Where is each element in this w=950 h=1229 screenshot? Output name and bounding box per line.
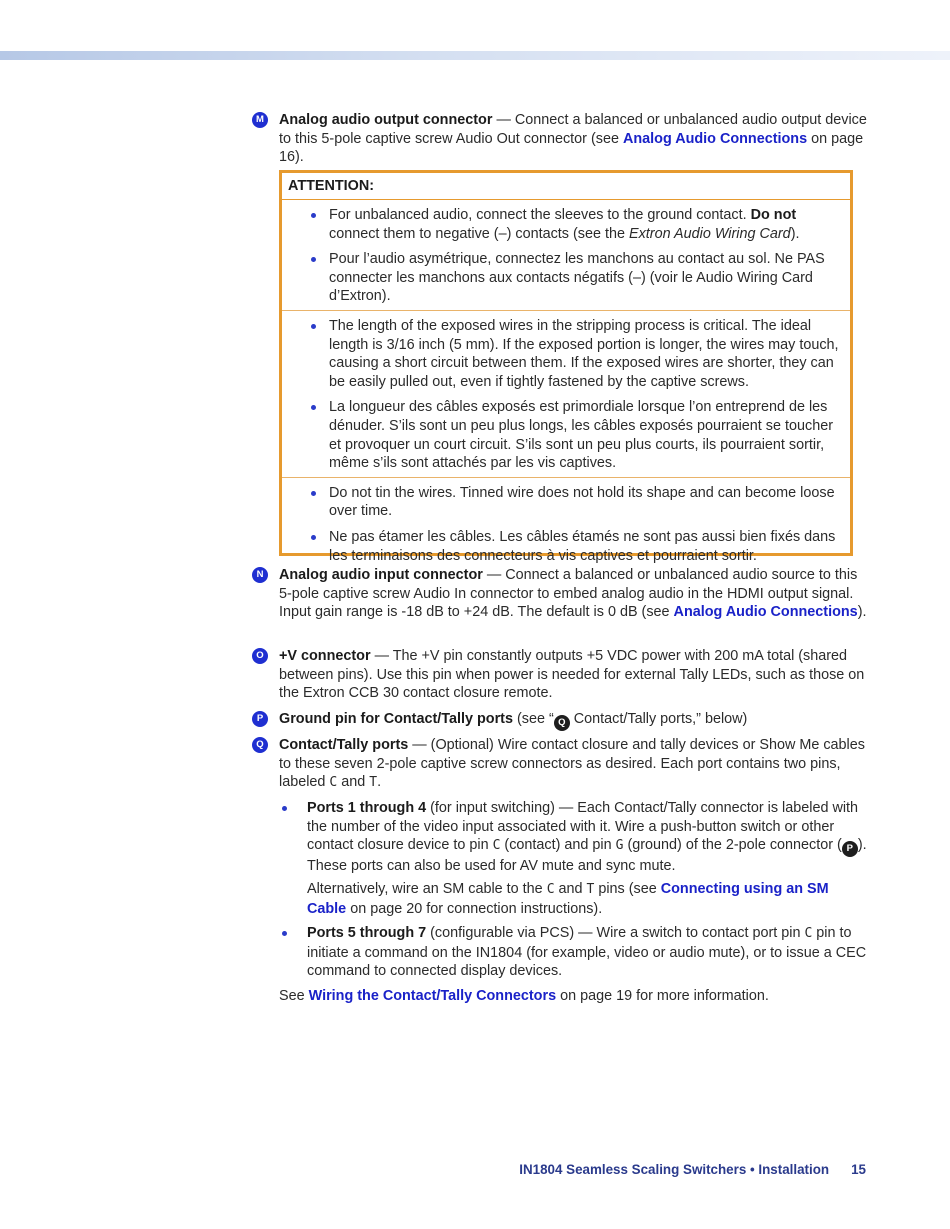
pin-label-c: C (329, 775, 338, 791)
bullet-dot (282, 931, 287, 936)
header-accent-bar (0, 51, 950, 60)
item-contact-tally-ports-text: Contact/Tally ports — (Optional) Wire contact closure and tally devices or Show Me cables to these seven 2-pole captive screw connectors as desired. Each port contains two pins, labeled C and T. (279, 737, 865, 791)
callout-marker-p: P (252, 711, 268, 727)
item-v-connector-text: +V connector — The +V pin constantly outputs +5 VDC power with 200 mA total (shared between pins). Use this pin when power is needed for external Tally LEDs, such as those on the Extron CCB 30 contact closure remote. (279, 648, 865, 702)
attention-bullet: Do not tin the wires. Tinned wire does not hold its shape and can become loose over time. (282, 484, 850, 521)
bullet-dot (311, 324, 316, 329)
footer-title: IN1804 Seamless Scaling Switchers • Installation (519, 1162, 830, 1177)
bullet-dot (311, 405, 316, 410)
ports-alternative-text: Alternatively, wire an SM cable to the C and T pins (see Connecting using an SM Cable on page 20 for connection instructions). (307, 881, 829, 917)
ports-5-7-block (279, 924, 869, 981)
ports-alternative-block (279, 880, 869, 918)
item-analog-audio-input (252, 566, 868, 622)
item-title: Analog audio output connector (279, 112, 493, 128)
item-v-connector (252, 647, 868, 703)
item-title: Contact/Tally ports (279, 737, 409, 753)
attention-group-length (282, 311, 850, 478)
bullet-dot (311, 257, 316, 262)
link-analog-audio-connections[interactable]: Analog Audio Connections (622, 130, 808, 147)
item-contact-tally-ports (252, 736, 868, 793)
pin-label-c: C (804, 926, 813, 941)
attention-title: ATTENTION: (282, 173, 850, 200)
attention-box (279, 170, 853, 564)
callout-marker-o: O (252, 648, 268, 664)
bullet-dot (311, 491, 316, 496)
callout-marker-q: Q (252, 737, 268, 753)
pin-label-c: C (492, 838, 501, 854)
attention-bullet: For unbalanced audio, connect the sleeves to the ground contact. Do not connect them to negative (–) contacts (see the Extron Audio Wiring Card). (282, 206, 850, 243)
item-title: +V connector (279, 648, 371, 664)
item-title: Ground pin for Contact/Tally ports (279, 711, 513, 727)
attention-bullet: The length of the exposed wires in the stripping process is critical. The ideal length is 3/16 inch (5 mm). If the exposed portion is longer, the wires may touch, causing a short circuit between them. If the exposed wires are shorter, they can be easily pulled out, even if tightly fastened by the captive screws. (282, 317, 850, 391)
attention-group-unbalanced (282, 200, 850, 311)
pin-label-t: T (586, 882, 595, 897)
callout-marker-n: N (252, 567, 268, 583)
bullet-dot (282, 806, 287, 811)
item-title: Analog audio input connector (279, 567, 483, 583)
item-analog-audio-output (252, 111, 868, 167)
inline-marker-p: P (842, 841, 858, 857)
bullet-dot (311, 213, 316, 218)
page-footer (400, 1161, 866, 1180)
item-analog-audio-input-text: Analog audio input connector — Connect a balanced or unbalanced audio source to this 5-pole captive screw Audio In connector to embed analog audio in the HDMI output signal. Input gain range is -18 dB to +24 dB. The default is 0 dB (see Analog Audio Connections). (279, 567, 867, 621)
item-ground-pin (252, 710, 868, 731)
item-analog-audio-output-text: Analog audio output connector — Connect a balanced or unbalanced audio output device to this 5-pole captive screw Audio Out connector (see Analog Audio Connections on page 16). (279, 112, 867, 166)
link-connecting-sm-cable[interactable]: Connecting using an SM Cable (307, 881, 829, 917)
attention-group-tin (282, 478, 850, 569)
ports-1-4-block (279, 799, 869, 876)
see-wiring-line: See Wiring the Contact/Tally Connectors on page 19 for more information. (279, 988, 769, 1004)
attention-bullet: Ne pas étamer les câbles. Les câbles étamés ne sont pas aussi bien fixés dans les terminaisons des connecteurs à vis captives et pourraient sortir. (282, 528, 850, 565)
pin-label-g: G (615, 838, 624, 854)
item-ground-pin-text: Ground pin for Contact/Tally ports (see “ Q Contact/Tally ports,” below) (279, 710, 868, 731)
page-number: 15 (851, 1162, 866, 1177)
link-analog-audio-connections[interactable]: Analog Audio Connections (673, 604, 858, 621)
link-wiring-contact-tally[interactable]: Wiring the Contact/Tally Connectors (308, 988, 557, 1004)
callout-marker-m: M (252, 112, 268, 128)
bullet-dot (311, 535, 316, 540)
ports-bullet: Ports 5 through 7 (configurable via PCS) — Wire a switch to contact port pin C pin to initiate a command on the IN1804 (for example, video or audio mute), or to issue a CEC command to connected display devices. (279, 924, 869, 981)
pin-label-t: T (369, 775, 378, 791)
inline-marker-q: Q (554, 715, 570, 731)
attention-bullet: La longueur des câbles exposés est primordiale lorsque l’on entreprend de les dénuder. S’ils sont un peu plus longs, les câbles exposés pourraient se toucher et provoquer un court circuit. S’ils sont un peu plus courts, ils pourraient sortir, même s’ils sont attachés par les vis captives. (282, 398, 850, 472)
pin-label-c: C (546, 882, 555, 897)
attention-bullet: Pour l’audio asymétrique, connectez les manchons au contact au sol. Ne PAS connecter les manchons aux contacts négatifs (–) (voir le Audio Wiring Card d’Extron). (282, 250, 850, 306)
ports-bullet: Ports 1 through 4 (for input switching) — Each Contact/Tally connector is labeled with the number of the video input associated with it. Wire a push-button switch or other contact closure device to pin C (contact) and pin G (ground) of the 2-pole connector ( P ). These ports can also be used for AV mute and sync mute. (279, 799, 869, 876)
